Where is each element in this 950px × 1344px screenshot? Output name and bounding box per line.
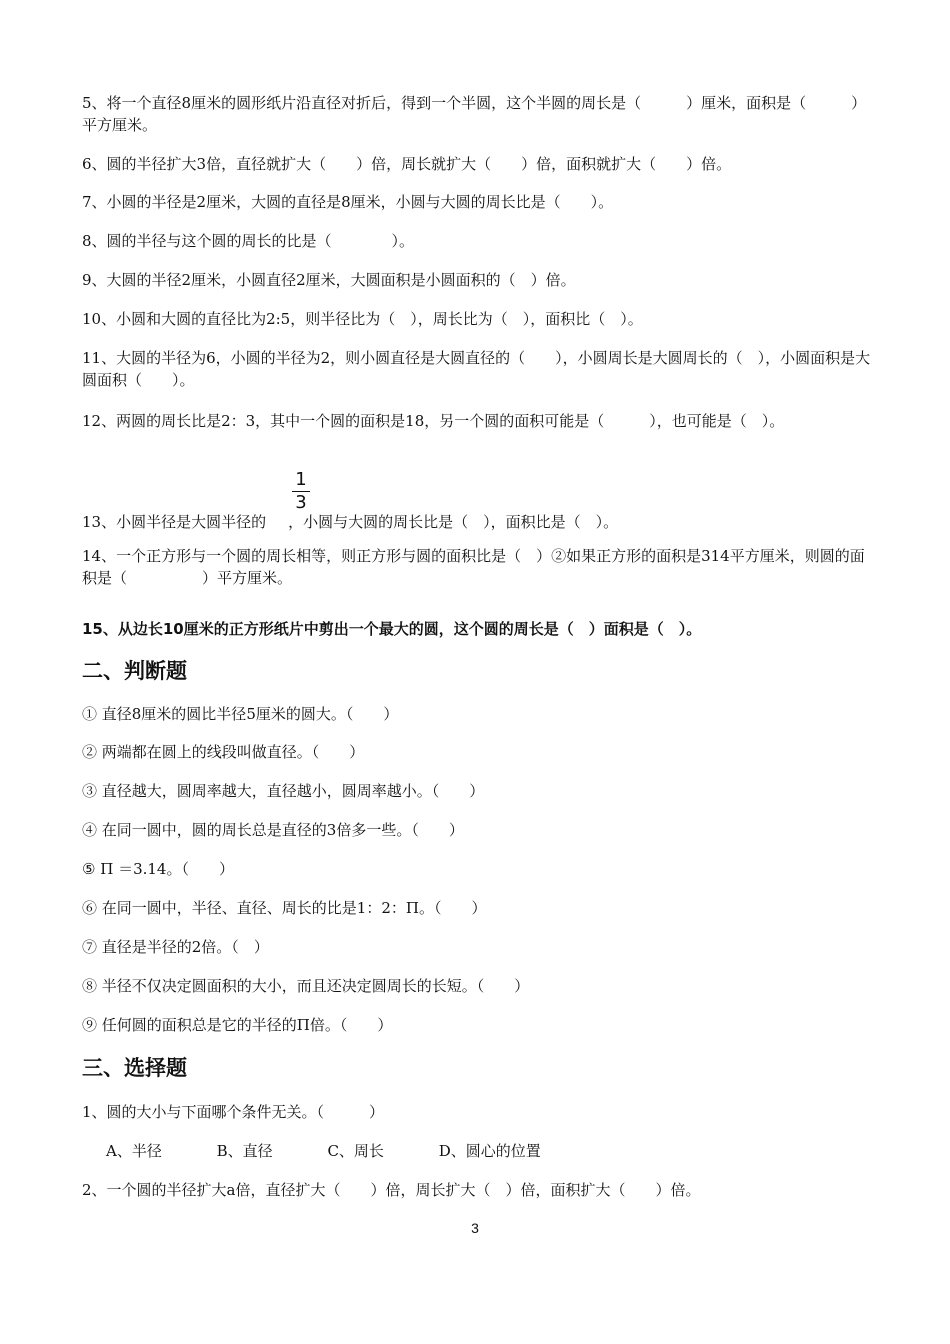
- judge-item-1: ① 直径8厘米的圆比半径5厘米的圆大。（ ）: [82, 705, 399, 723]
- question-7: 7、小圆的半径是2厘米，大圆的直径是8厘米，小圆与大圆的周长比是（ ）。: [82, 193, 614, 211]
- option-d: D、圆心的位置: [438, 1142, 541, 1160]
- section-2-title: 二、判断题: [82, 659, 187, 683]
- judge-item-7: ⑦ 直径是半径的2倍。（ ）: [82, 938, 269, 956]
- question-5: 5、将一个直径8厘米的圆形纸片沿直径对折后，得到一个半圆，这个半圆的周长是（ ）厘米，面积是（ ）平方厘米。: [82, 94, 867, 134]
- question-12: 12、两圆的周长比是2：3，其中一个圆的面积是18，另一个圆的面积可能是（ ），也可能是（ ）。: [82, 412, 785, 430]
- question-9: 9、大圆的半径2厘米，小圆直径2厘米，大圆面积是小圆面积的（ ）倍。: [82, 271, 576, 289]
- choice-question-1: 1、圆的大小与下面哪个条件无关。（ ）: [82, 1103, 385, 1121]
- question-6: 6、圆的半径扩大3倍，直径就扩大（ ）倍，周长就扩大（ ）倍，面积就扩大（ ）倍。: [82, 155, 732, 173]
- question-11: 11、大圆的半径为6，小圆的半径为2，则小圆直径是大圆直径的（ ），小圆周长是大圆周长的（ ），小圆面积是大圆面积（ ）。: [82, 349, 871, 389]
- judge-item-2: ② 两端都在圆上的线段叫做直径。（ ）: [82, 743, 365, 761]
- judge-item-4: ④ 在同一圆中，圆的周长总是直径的3倍多一些。（ ）: [82, 821, 464, 839]
- fraction-one-third: [292, 470, 310, 513]
- question-14: 14、一个正方形与一个圆的周长相等，则正方形与圆的面积比是（ ）②如果正方形的面积是314平方厘米，则圆的面积是（ ）平方厘米。: [82, 547, 865, 587]
- question-8: 8、圆的半径与这个圆的周长的比是（ ）。: [82, 232, 415, 250]
- option-b: B、直径: [216, 1142, 273, 1160]
- question-13-after: ，小圆与大圆的周长比是（ ），面积比是（ ）。: [288, 513, 619, 531]
- judge-item-5: ⑤ Π ＝3.14。（ ）: [82, 860, 234, 878]
- choice-options: [106, 1140, 896, 1162]
- option-c: C、周长: [327, 1142, 384, 1160]
- question-15: 15、从边长10厘米的正方形纸片中剪出一个最大的圆，这个圆的周长是（ ）面积是（ ）。: [82, 620, 702, 638]
- page-number: 3: [471, 1220, 479, 1236]
- option-a: A、半径: [106, 1142, 162, 1160]
- judge-item-6: ⑥ 在同一圆中，半径、直径、周长的比是1：2：Π。（ ）: [82, 899, 487, 917]
- fraction-denominator: 3: [295, 492, 307, 513]
- section-3-title: 三、选择题: [82, 1056, 187, 1080]
- judge-item-9: ⑨ 任何圆的面积总是它的半径的Π倍。（ ）: [82, 1016, 393, 1034]
- judge-item-3: ③ 直径越大，圆周率越大，直径越小，圆周率越小。（ ）: [82, 782, 485, 800]
- question-13-before: 13、小圆半径是大圆半径的: [82, 513, 267, 531]
- fraction-numerator: 1: [295, 469, 307, 490]
- judge-item-8: ⑧ 半径不仅决定圆面积的大小，而且还决定圆周长的长短。（ ）: [82, 977, 530, 995]
- question-10: 10、小圆和大圆的直径比为2:5，则半径比为（ ），周长比为（ ），面积比（ ）。: [82, 310, 643, 328]
- question-13: [82, 511, 872, 533]
- choice-question-2: 2、一个圆的半径扩大a倍，直径扩大（ ）倍，周长扩大（ ）倍，面积扩大（ ）倍。: [82, 1181, 701, 1199]
